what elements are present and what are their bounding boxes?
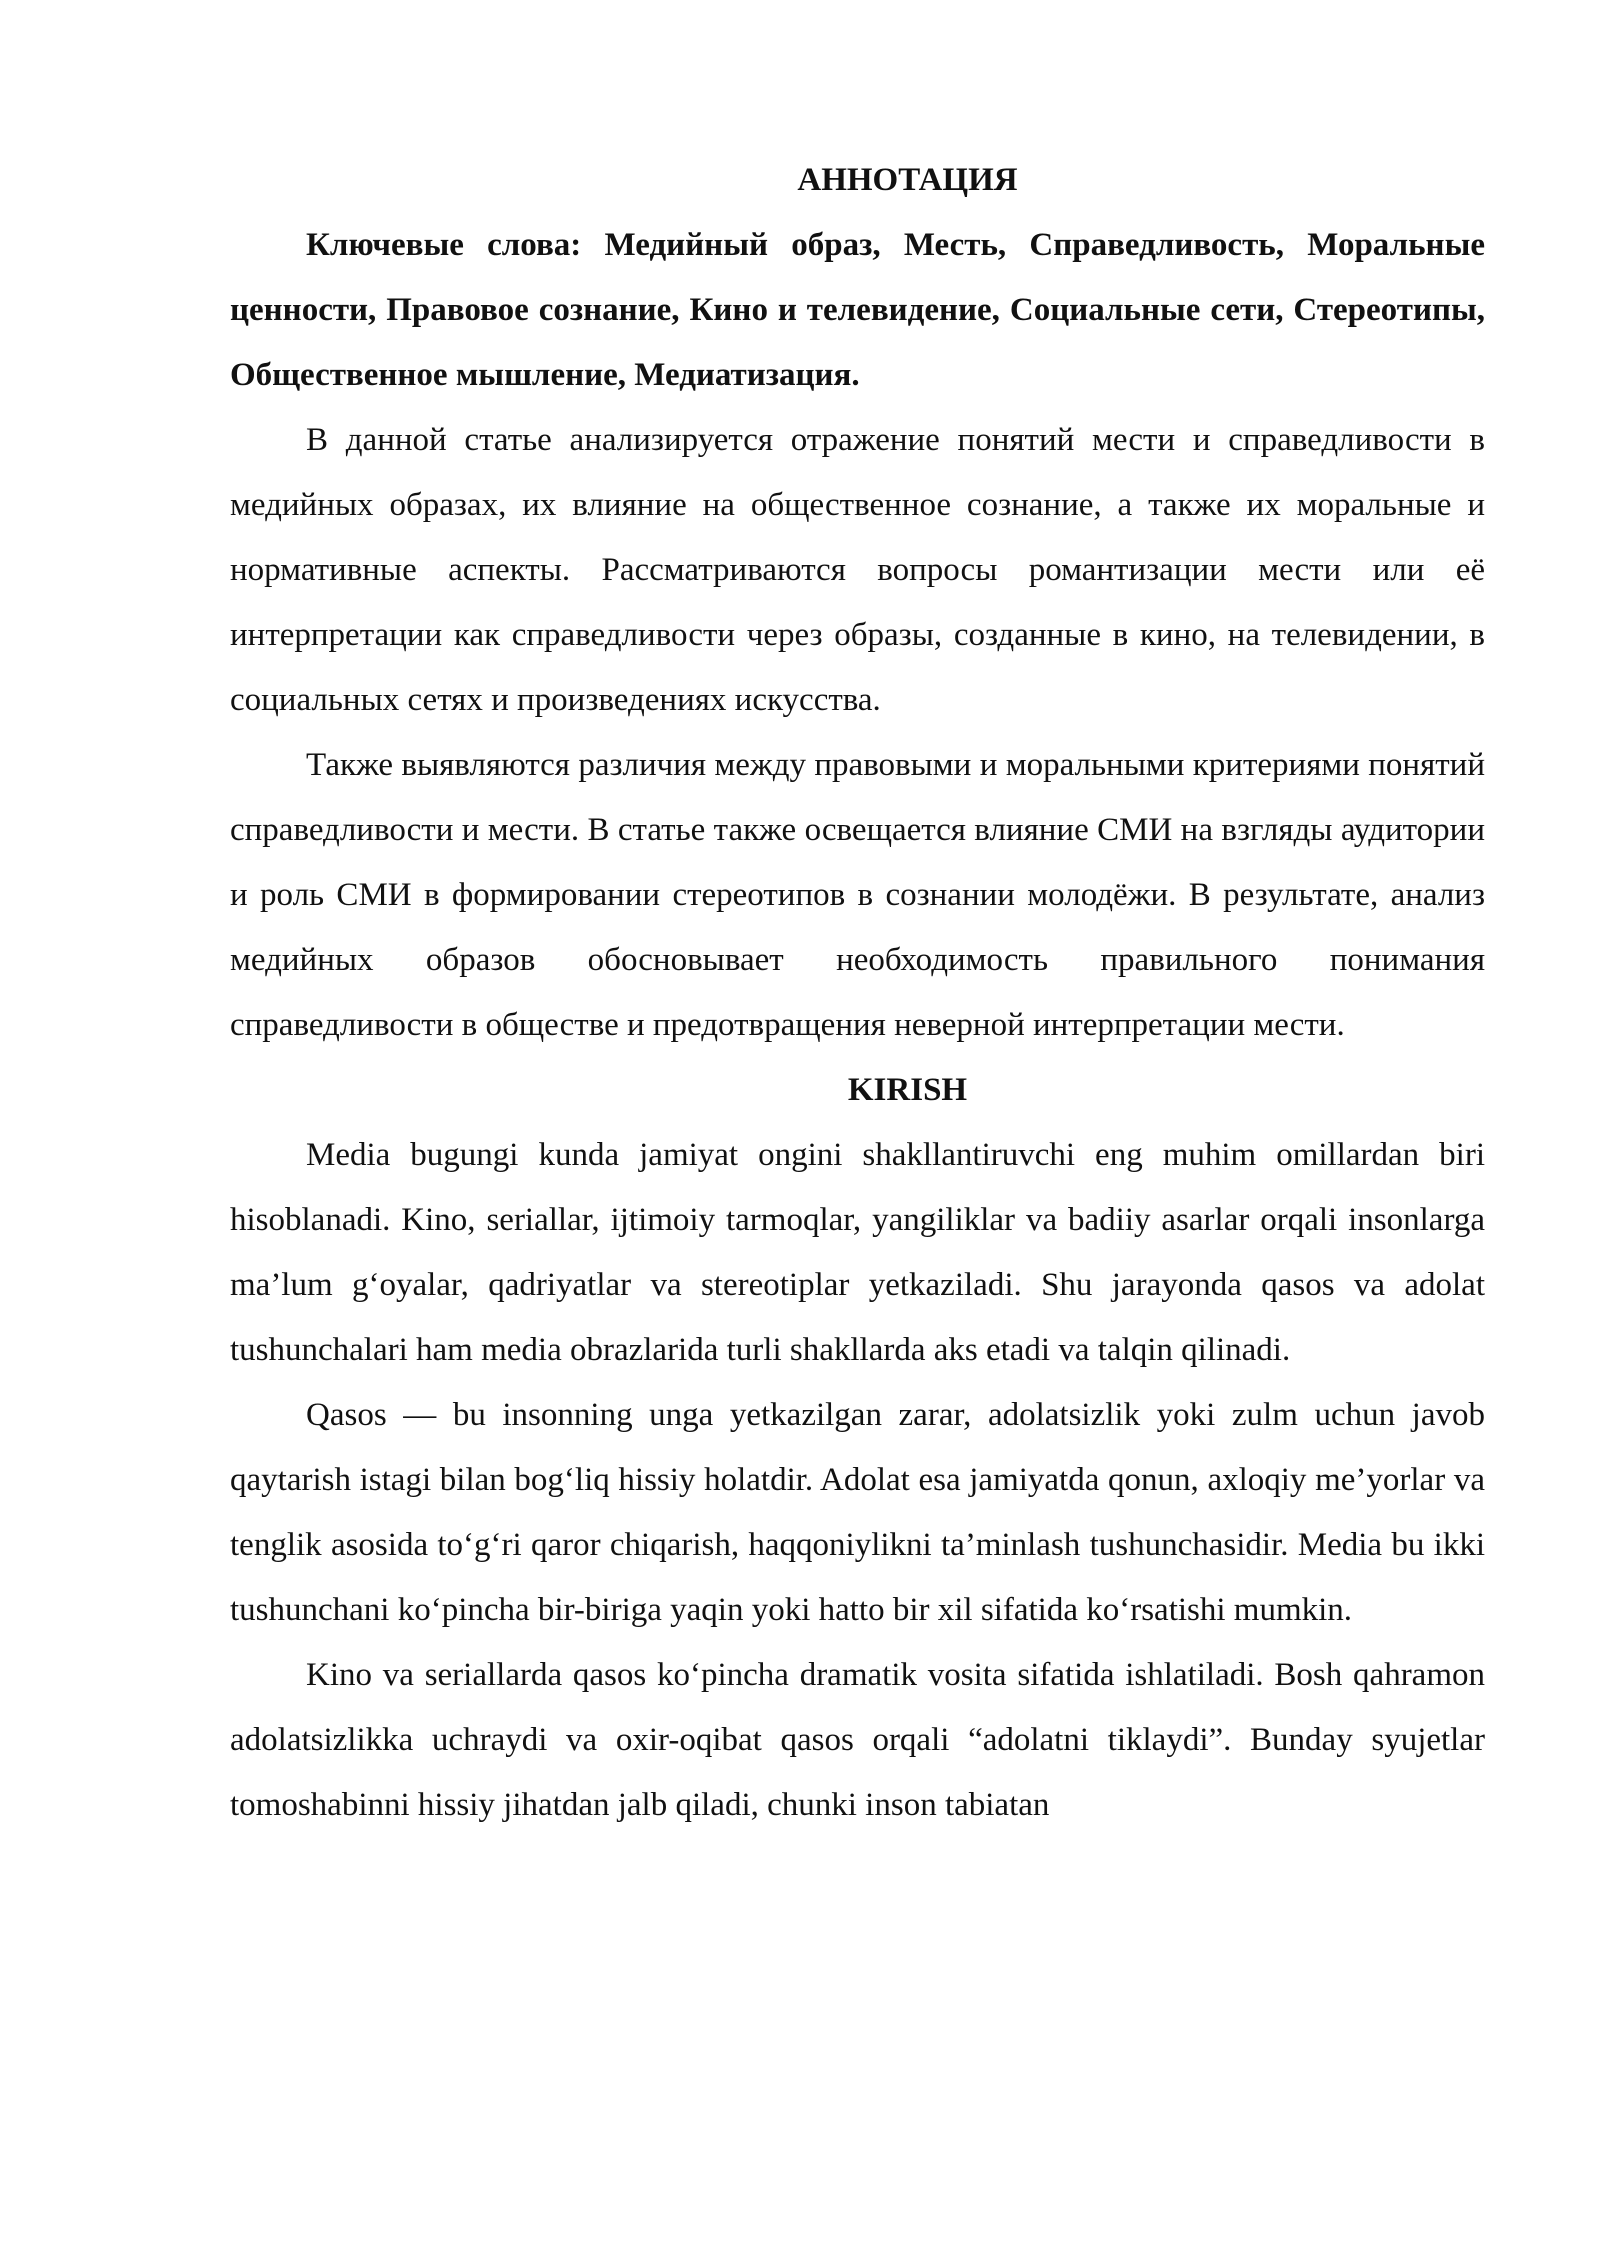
annotation-paragraph-2: Также выявляются различия между правовыми и моральными критериями понятий справедливости и мести. В статье также освещается влияние СМИ на взгляды аудитории и роль СМИ в формировании стереотипов в сознании молодёжи. В результате, анализ медийных образов обосновывает необходимость правильного понимания справедливости в обществе и предотвращения неверной интерпретации мести.	[230, 747, 1485, 1043]
annotation-heading: АННОТАЦИЯ	[797, 162, 1018, 198]
intro-paragraph-1: Media bugungi kunda jamiyat ongini shakllantiruvchi eng muhim omillardan biri hisoblanadi. Kino, seriallar, ijtimoiy tarmoqlar, yangiliklar va badiiy asarlar orqali insonlarga ma’lum g‘oyalar, qadriyatlar va stereotiplar yetkaziladi. Shu jarayonda qasos va adolat tushunchalari ham media obrazlarida turli shakllarda aks etadi va talqin qilinadi.	[230, 1137, 1485, 1368]
intro-heading: KIRISH	[847, 1072, 968, 1108]
document-page	[230, 148, 1485, 1838]
intro-paragraph-2: Qasos — bu insonning unga yetkazilgan zarar, adolatsizlik yoki zulm uchun javob qaytarish istagi bilan bog‘liq hissiy holatdir. Adolat esa jamiyatda qonun, axloqiy me’yorlar va tenglik asosida to‘g‘ri qaror chiqarish, haqqoniylikni ta’minlash tushunchasidir. Media bu ikki tushunchani ko‘pincha bir-biriga yaqin yoki hatto bir xil sifatida ko‘rsatishi mumkin.	[230, 1397, 1485, 1628]
intro-paragraph-3: Kino va seriallarda qasos ko‘pincha dramatik vosita sifatida ishlatiladi. Bosh qahramon adolatsizlikka uchraydi va oxir-oqibat qasos orqali “adolatni tiklaydi”. Bunday syujetlar tomoshabinni hissiy jihatdan jalb qiladi, chunki inson tabiatan	[230, 1657, 1485, 1823]
annotation-paragraph-1: В данной статье анализируется отражение понятий мести и справедливости в медийных образах, их влияние на общественное сознание, а также их моральные и нормативные аспекты. Рассматриваются вопросы романтизации мести или её интерпретации как справедливости через образы, созданные в кино, на телевидении, в социальных сетях и произведениях искусства.	[230, 422, 1485, 718]
keywords-paragraph: Ключевые слова: Медийный образ, Месть, Справедливость, Моральные ценности, Правовое сознание, Кино и телевидение, Социальные сети, Стереотипы, Общественное мышление, Медиатизация.	[230, 227, 1485, 393]
